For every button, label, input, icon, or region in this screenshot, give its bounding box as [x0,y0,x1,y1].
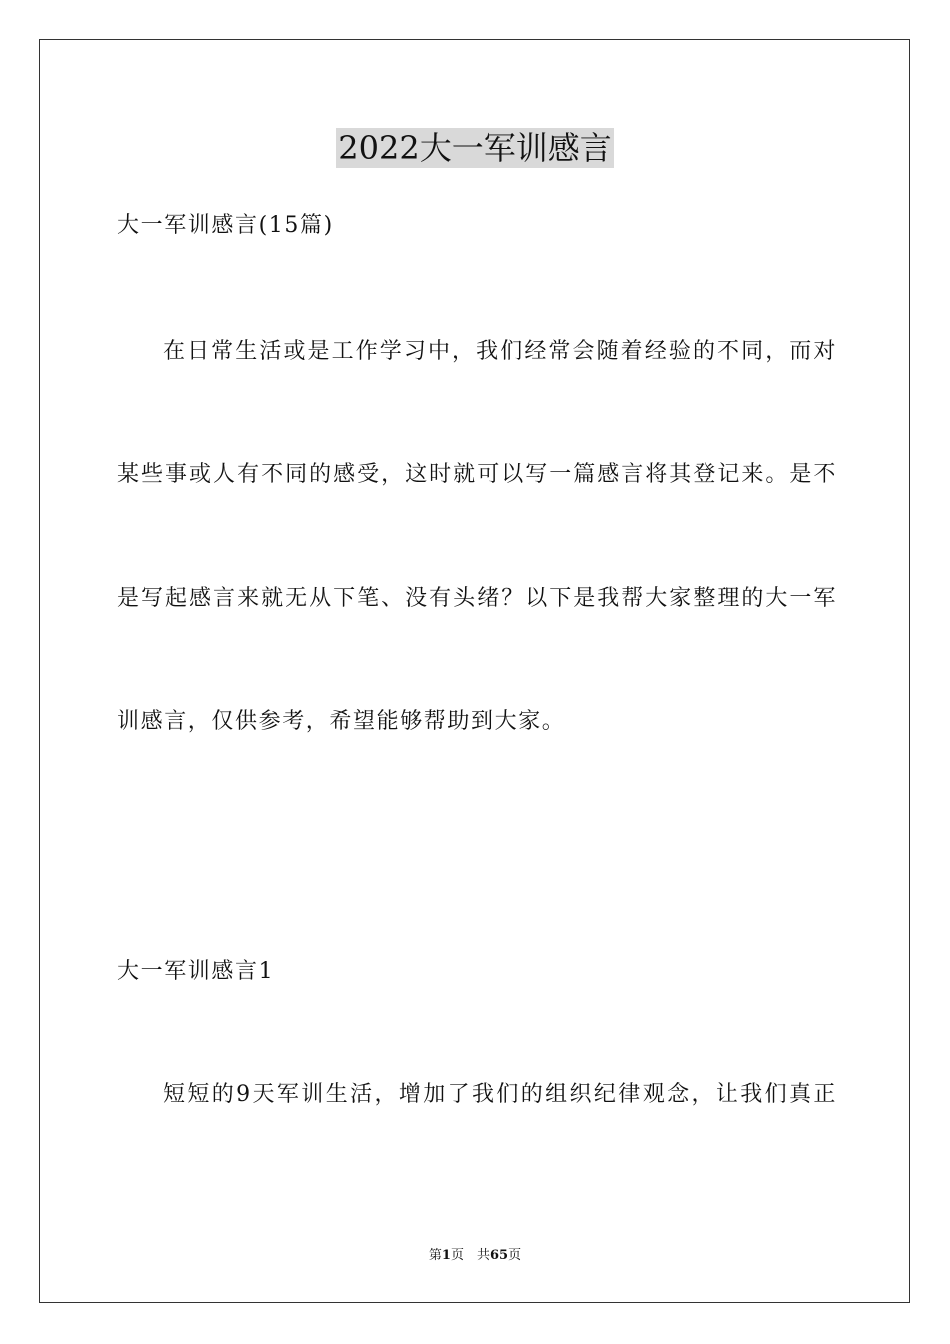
document-title: 2022大一军训感言 [338,129,612,167]
section-heading: 大一军训感言1 [117,959,275,984]
intro-line-3: 是写起感言来就无从下笔、没有头绪？以下是我帮大家整理的大一军 [117,586,837,611]
footer-page-prefix: 第 [428,1248,442,1263]
document-title-container [0,128,950,168]
footer-page-total: 65 [489,1248,509,1263]
intro-line-2: 某些事或人有不同的感受，这时就可以写一篇感言将其登记来。是不 [117,462,837,487]
intro-line-1: 在日常生活或是工作学习中，我们经常会随着经验的不同，而对 [163,339,837,364]
footer-page-suffix: 页 [508,1248,522,1263]
page-footer [0,1247,950,1265]
footer-page-mid: 页 共 [450,1248,490,1263]
document-subtitle: 大一军训感言(15篇) [117,213,334,238]
section-paragraph-line-1: 短短的9天军训生活，增加了我们的组织纪律观念，让我们真正 [163,1082,837,1107]
intro-line-4: 训感言，仅供参考，希望能够帮助到大家。 [117,709,566,734]
footer-page-current: 1 [441,1248,451,1263]
